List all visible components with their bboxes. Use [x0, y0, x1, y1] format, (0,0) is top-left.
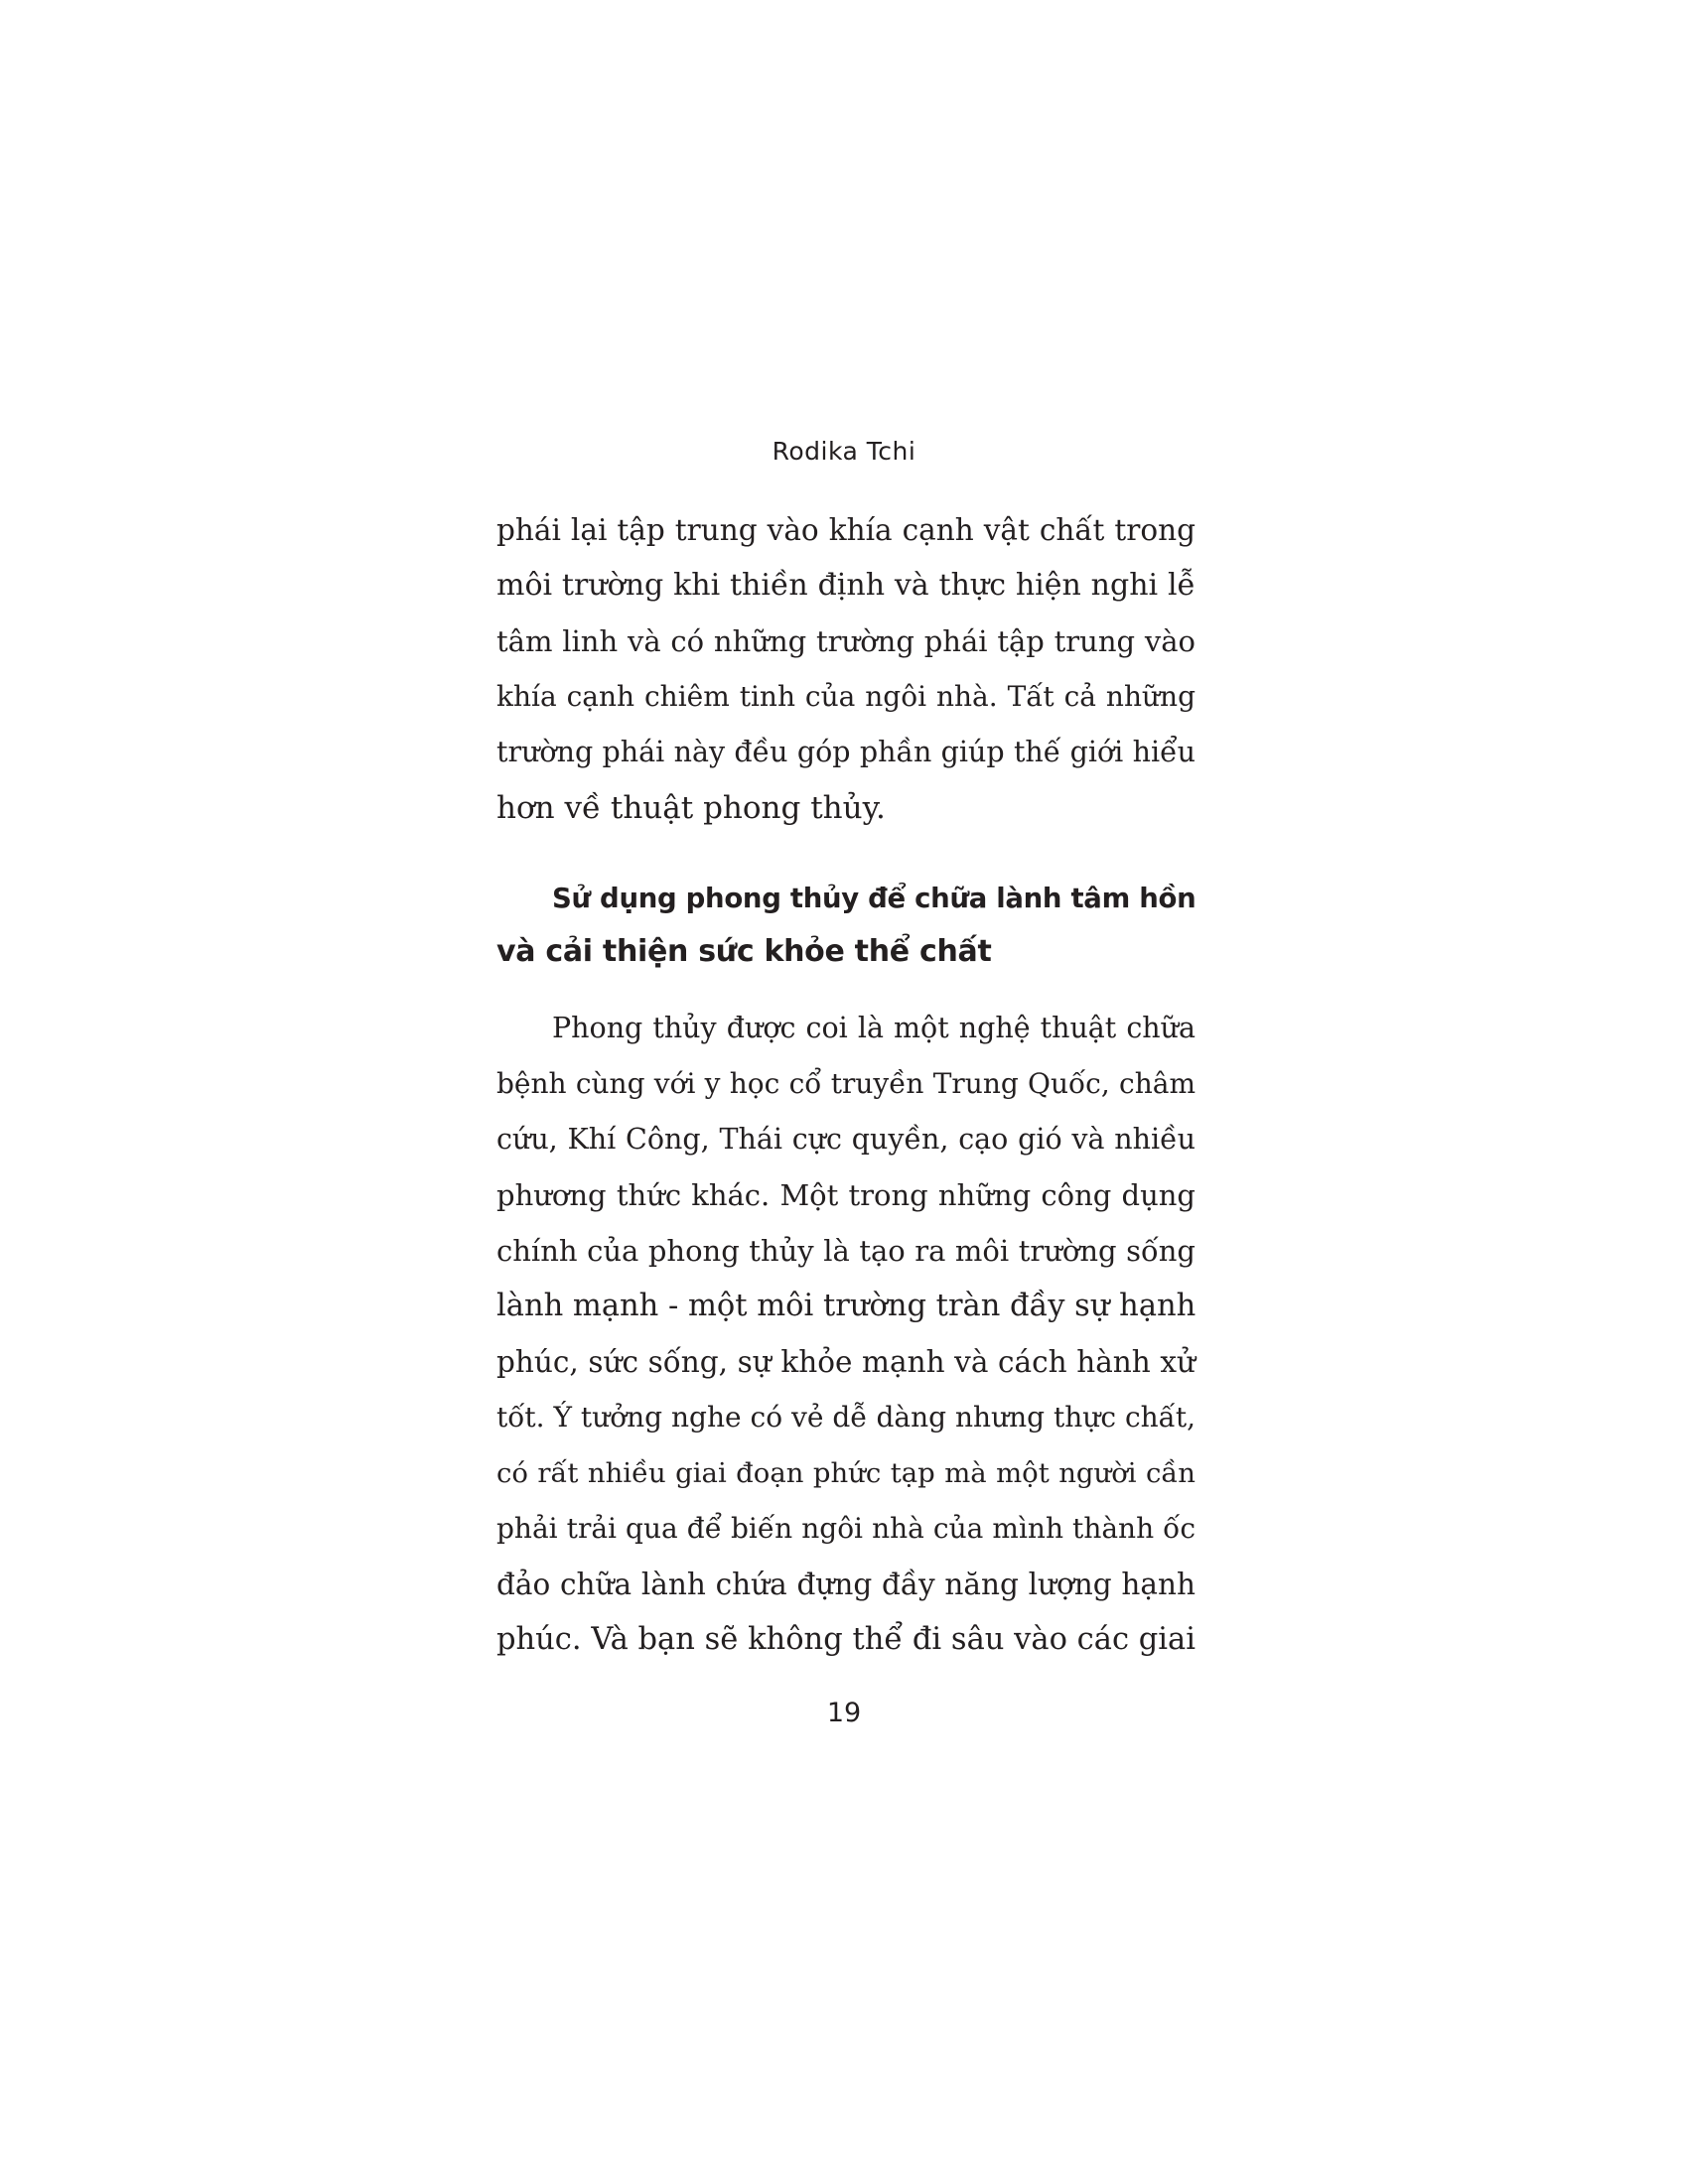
text-line: tâm linh và có những trường phái tập trung vào — [496, 624, 1196, 658]
text-line: môi trường khi thiền định và thực hiện nghi lễ — [496, 568, 1196, 603]
text-line: phương thức khác. Một trong những công dụng — [496, 1178, 1196, 1212]
text-line: Phong thủy được coi là một nghệ thuật chữa — [552, 1012, 1196, 1044]
heading-line: Sử dụng phong thủy để chữa lành tâm hồn — [552, 883, 1196, 914]
text-line: hơn về thuật phong thủy. — [496, 790, 886, 826]
text-line: phái lại tập trung vào khía cạnh vật chất trong — [496, 513, 1196, 547]
text-line: khía cạnh chiêm tinh của ngôi nhà. Tất cả những — [496, 680, 1196, 713]
text-line: chính của phong thủy là tạo ra môi trường sống — [496, 1234, 1196, 1268]
body-paragraph-2 — [496, 1001, 1196, 1668]
text-line: phúc, sức sống, sự khỏe mạnh và cách hành xử — [496, 1345, 1196, 1379]
text-line: tốt. Ý tưởng nghe có vẻ dễ dàng nhưng thực chất, — [496, 1401, 1196, 1433]
section-heading — [496, 872, 1196, 979]
page-number: 19 — [826, 1698, 862, 1728]
text-line: cứu, Khí Công, Thái cực quyền, cạo gió và nhiều — [496, 1123, 1196, 1156]
text-line: lành mạnh - một môi trường tràn đầy sự hạnh — [496, 1289, 1196, 1323]
body-paragraph-1 — [496, 502, 1196, 836]
text-line: bệnh cùng với y học cổ truyền Trung Quốc, châm — [496, 1067, 1196, 1100]
heading-line: và cải thiện sức khỏe thể chất — [496, 934, 992, 969]
text-line: đảo chữa lành chứa đựng đầy năng lượng hạnh — [496, 1568, 1196, 1601]
text-line: trường phái này đều góp phần giúp thế giới hiểu — [496, 736, 1196, 768]
text-line: có rất nhiều giai đoạn phức tạp mà một người cần — [496, 1457, 1196, 1489]
running-header-author: Rodika Tchi — [772, 437, 916, 466]
text-line: phải trải qua để biến ngôi nhà của mình thành ốc — [496, 1512, 1196, 1545]
text-line: phúc. Và bạn sẽ không thể đi sâu vào các giai — [496, 1622, 1196, 1657]
